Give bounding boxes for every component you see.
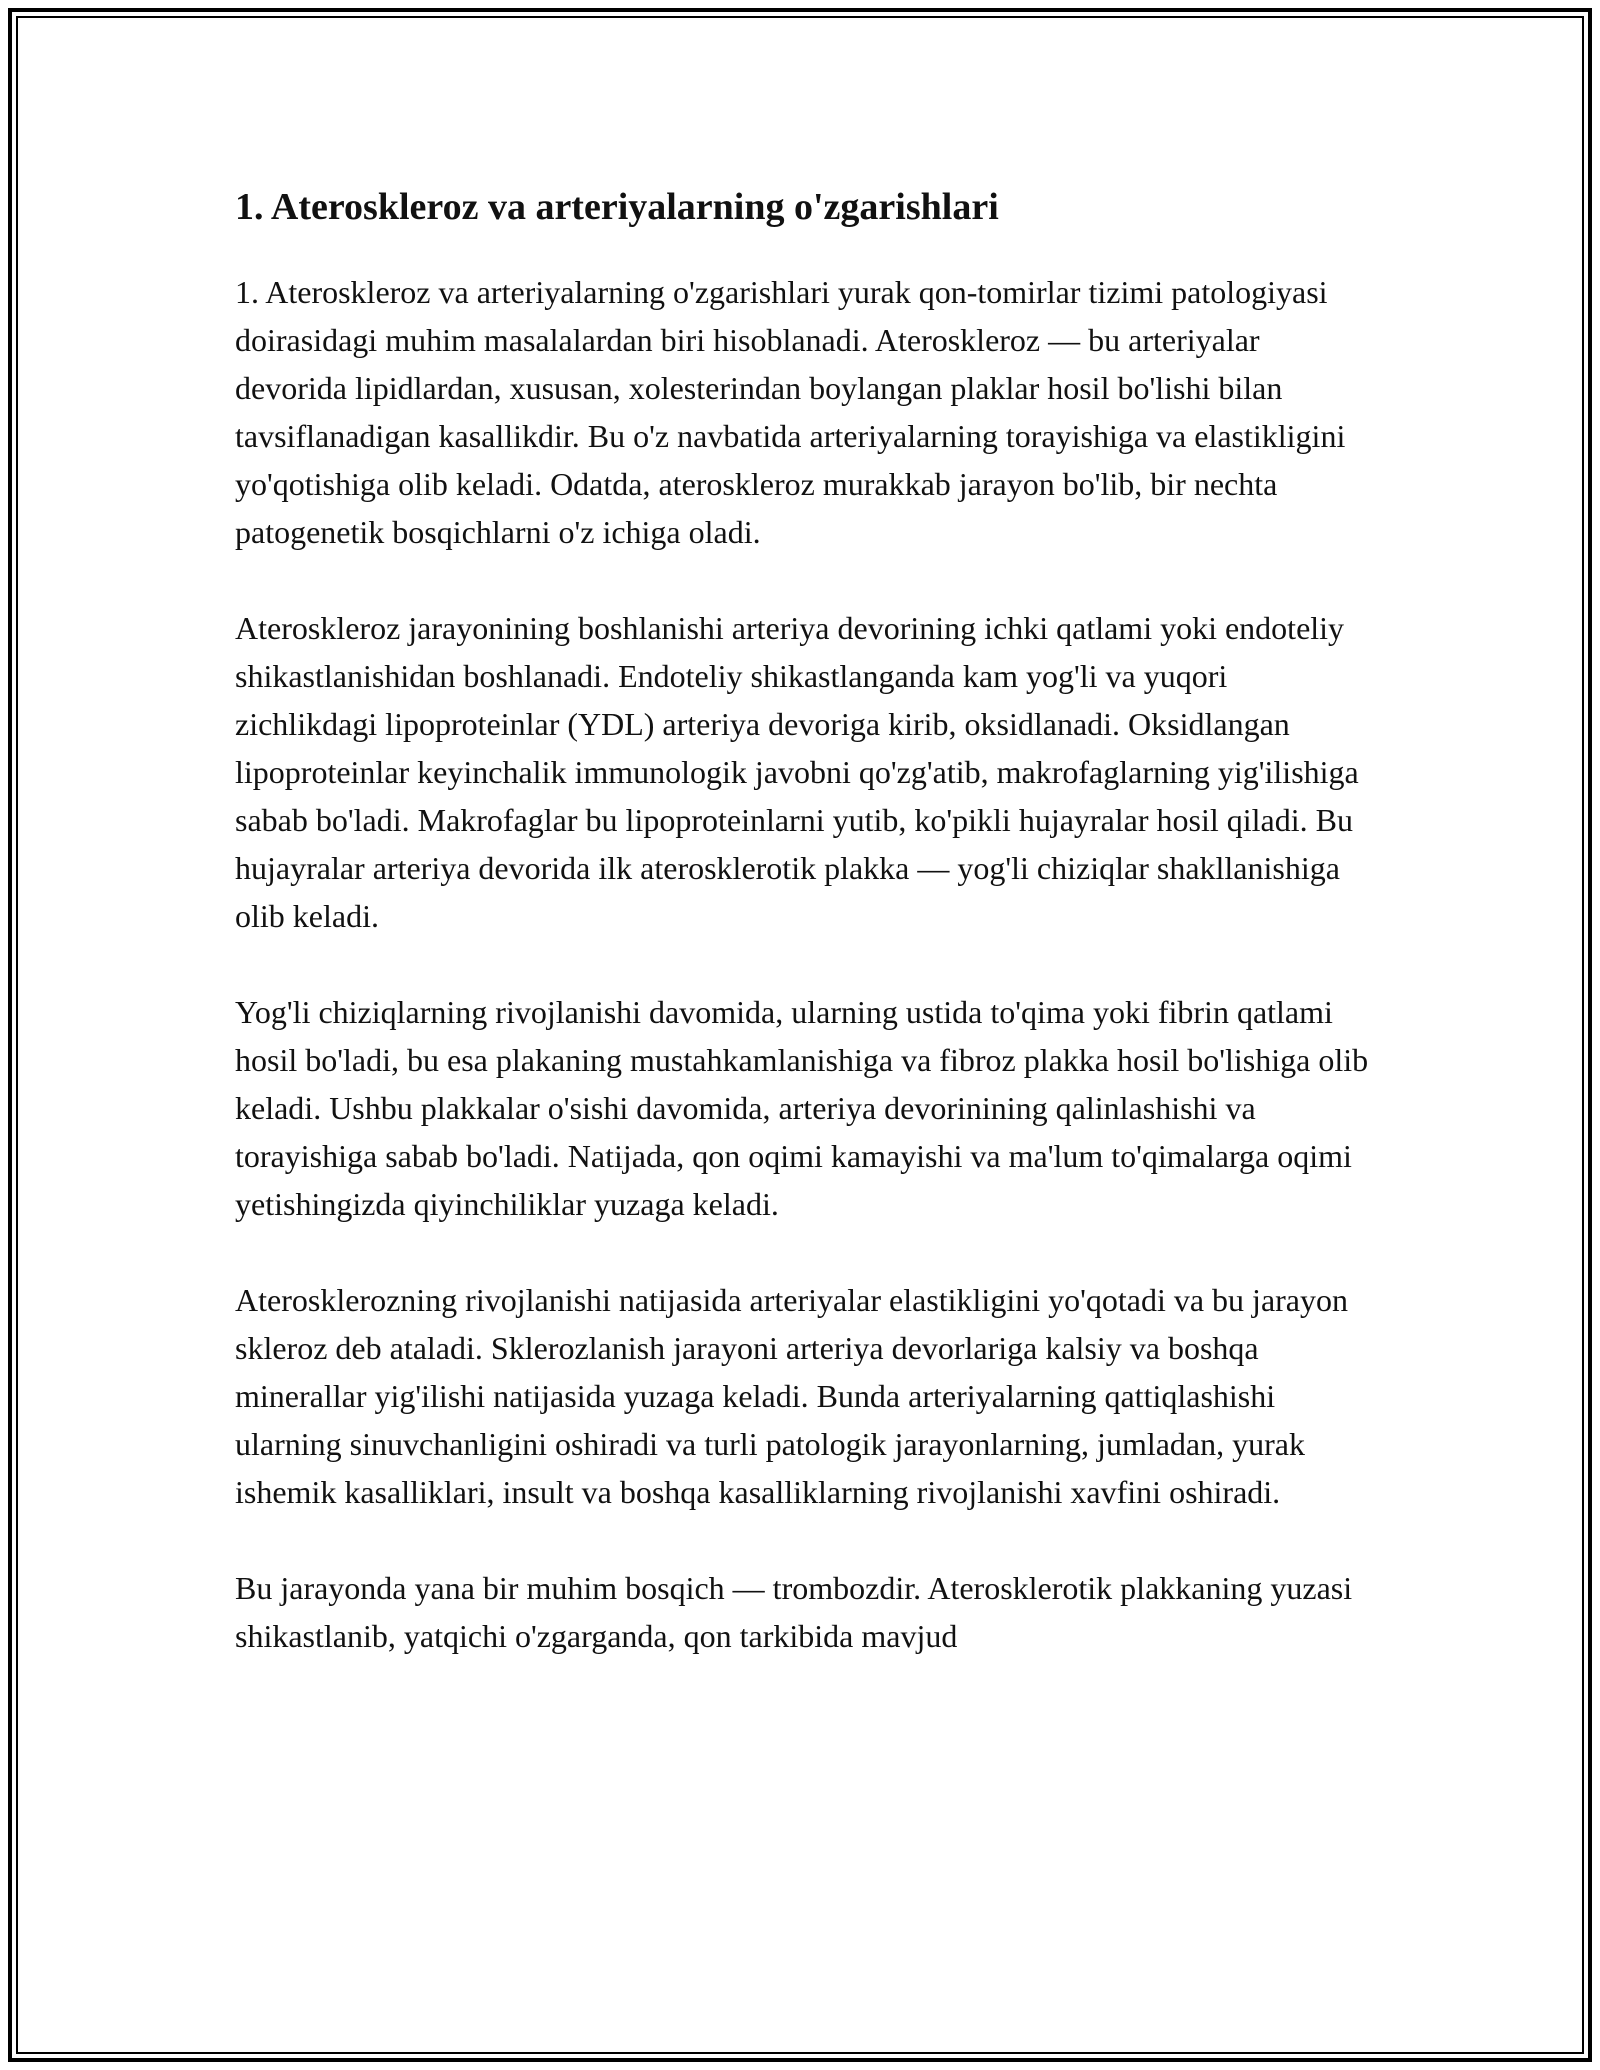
- paragraph: 1. Ateroskleroz va arteriyalarning o'zgarishlari yurak qon-tomirlar tizimi patologiyasi doirasidagi muhim masalalardan biri hisoblanadi. Ateroskleroz — bu arteriyalar devorida lipidlardan, xususan, xolesterindan boylangan plaklar hosil bo'lishi bilan tavsiflanadigan kasallikdir. Bu o'z navbatida arteriyalarning torayishiga va elastikligini yo'qotishiga olib keladi. Odatda, ateroskleroz murakkab jarayon bo'lib, bir nechta patogenetik bosqichlarni o'z ichiga oladi.: [235, 274, 1346, 551]
- section-heading: 1. Ateroskleroz va arteriyalarning o'zgarishlari: [235, 186, 999, 228]
- paragraph: Ateroskleroz jarayonining boshlanishi arteriya devorining ichki qatlami yoki endoteliy shikastlanishidan boshlanadi. Endoteliy shikastlanganda kam yog'li va yuqori zichlikdagi lipoproteinlar (YDL) arteriya devoriga kirib, oksidlanadi. Oksidlangan lipoproteinlar keyinchalik immunologik javobni qo'zg'atib, makrofaglarning yig'ilishiga sabab bo'ladi. Makrofaglar bu lipoproteinlarni yutib, ko'pikli hujayralar hosil qiladi. Bu hujayralar arteriya devorida ilk aterosklerotik plakka — yog'li chiziqlar shakllanishiga olib keladi.: [235, 610, 1359, 935]
- paragraph: Bu jarayonda yana bir muhim bosqich — trombozdir. Aterosklerotik plakkaning yuzasi shikastlanib, yatqichi o'zgarganda, qon tarkibida mavjud: [235, 1570, 1353, 1655]
- document-body: [235, 183, 1370, 1708]
- paragraph: Aterosklerozning rivojlanishi natijasida arteriyalar elastikligini yo'qotadi va bu jarayon skleroz deb ataladi. Sklerozlanish jarayoni arteriya devorlariga kalsiy va boshqa minerallar yig'ilishi natijasida yuzaga keladi. Bunda arteriyalarning qattiqlashishi ularning sinuvchanligini oshiradi va turli patologik jarayonlarning, jumladan, yurak ishemik kasalliklari, insult va boshqa kasalliklarning rivojlanishi xavfini oshiradi.: [235, 1282, 1348, 1511]
- paragraph: Yog'li chiziqlarning rivojlanishi davomida, ularning ustida to'qima yoki fibrin qatlami hosil bo'ladi, bu esa plakaning mustahkamlanishiga va fibroz plakka hosil bo'lishiga olib keladi. Ushbu plakkalar o'sishi davomida, arteriya devorinining qalinlashishi va torayishiga sabab bo'ladi. Natijada, qon oqimi kamayishi va ma'lum to'qimalarga oqimi yetishingizda qiyinchiliklar yuzaga keladi.: [235, 994, 1369, 1223]
